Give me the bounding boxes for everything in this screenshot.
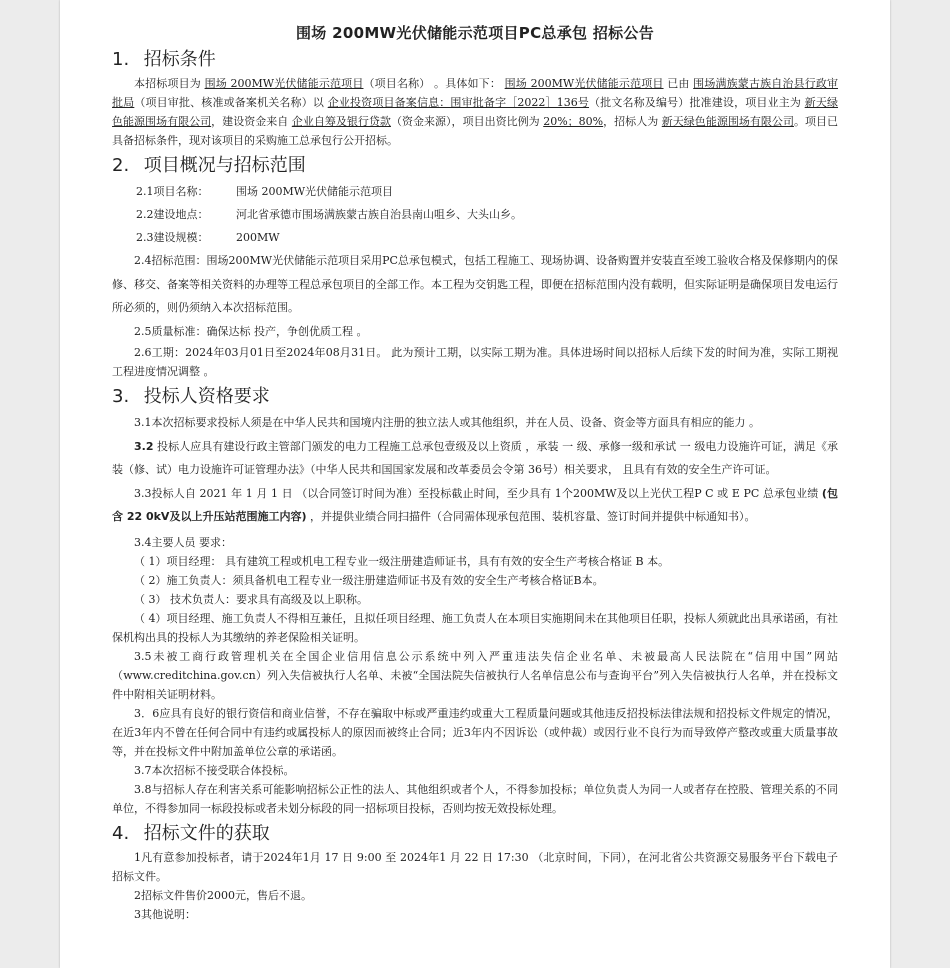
qualification-3-8: 3.8与招标人存在利害关系可能影响招标公正性的法人、其他组织或者个人，不得参加投标；单位负责人为同一人或者存在控股、管理关系的不同单位，不得参加同一标段投标或者未划分标段的同一招标项目投标，否则均按无效投标处理。 xyxy=(112,782,838,815)
section-title: 项目概况与招标范围 xyxy=(143,155,306,176)
section-heading-3 xyxy=(112,385,838,409)
text: ，招标人为 xyxy=(603,115,659,128)
qualification-3-5: 3.5未被工商行政管理机关在全国企业信用信息公示系统中列入严重违法失信企业名单、未被最高人民法院在“信用中国”网站（www.creditchina.gov.cn）列入失信被执行人名单、未被“全国法院失信被执行人名单信息公布与查询平台”列入失信被执行人名单，并在投标文件中附相关证明材料。 xyxy=(112,649,838,701)
field-label: 2.2建设地点： xyxy=(136,208,209,221)
section-title: 招标条件 xyxy=(143,49,216,70)
field-value: 200MW xyxy=(236,231,280,244)
field-label: 2.1项目名称： xyxy=(136,185,209,198)
document-acquisition-2: 2招标文件售价2000元，售后不退。 xyxy=(134,888,312,902)
fund-source: 企业自筹及银行贷款 xyxy=(291,115,391,128)
personnel-requirement-3: （ 3） 技术负责人：要求具有高级及以上职称。 xyxy=(134,592,368,606)
section-heading-1 xyxy=(112,48,838,72)
text: （资金来源），项目出资比例为 xyxy=(390,115,540,128)
tender-scope-paragraph: 2.4招标范围：围场200MW光伏储能示范项目采用PC总承包模式，包括工程施工、现场协调、设备购置并安装直至竣工验收合格及保修期内的保修、移交、备案等相关资料的办理等工程总承包项目的全部工作。本工程为交钥匙工程，即便在招标范围内没有载明，但实际证明是确保项目发电运行所必须的，则仍须纳入本次招标范围。 xyxy=(112,254,838,314)
text: 。项目已具备招标条件，现对该项目的采购施工总承包行公开招标。 xyxy=(112,115,839,147)
qualification-3-3 xyxy=(112,482,838,529)
document-acquisition-1: 1凡有意参加投标者，请于2024年1月 17 日 9:00 至 2024年1 月 22 日 17:30 （北京时间，下同），在河北省公共资源交易服务平台下载电子招标文件。 xyxy=(112,850,838,883)
tenderer: 新天绿色能源围场有限公司 xyxy=(661,115,794,128)
section-number: 2. xyxy=(112,155,130,176)
text: 本招标项目为 xyxy=(134,77,201,90)
project-name-row xyxy=(112,180,838,203)
field-value: 围场 200MW光伏储能示范项目 xyxy=(236,185,394,198)
emphasis: (包含 22 0kV及以上升压站范围施工内容) xyxy=(112,486,838,523)
qualification-3-6: 3．6应具有良好的银行资信和商业信誉，不存在骗取中标或严重违约或重大工程质量问题或其他违反招投标法律法规和招投标文件规定的情况，在近3年内不曾在任何合同中有违约或属投标人的原因而被终止合同；近3年内不因诉讼（或仲裁）或因行业不良行为而导致停产整改或重大质量事故等，并在投标文件中附加盖单位公章的承诺函。 xyxy=(112,706,838,758)
qualification-3-7: 3.7本次招标不接受联合体投标。 xyxy=(134,763,295,777)
page-title: 围场 200MW光伏储能示范项目PC总承包 招标公告 xyxy=(295,24,655,42)
qualification-3-1: 3.1本次招标要求投标人须是在中华人民共和国境内注册的独立法人或其他组织，并在人员、设备、资金等方面具有相应的能力 。 xyxy=(134,416,760,429)
location-row xyxy=(112,203,838,226)
text: （批文名称及编号）批准建设，项目业主为 xyxy=(589,96,802,109)
document-page xyxy=(60,0,890,968)
personnel-requirement-4: （ 4）项目经理、施工负责人不得相互兼任，且拟任项目经理、施工负责人在本项目实施期间未在其他项目任职，投标人须就此出具承诺函，有社保机构出具的投标人为其缴纳的养老保险相关证明。 xyxy=(112,611,838,644)
project-owner: 新天绿色能源围场有限公司 xyxy=(112,96,839,128)
construction-period: 2.6工期：2024年03月01日至2024年08月31日。 此为预计工期，以实际工期为准。具体进场时间以招标人后续下发的时间为准，实际工期视工程进度情况调整 。 xyxy=(112,346,838,378)
field-label: 2.3建设规模： xyxy=(136,231,209,244)
section-title: 投标人资格要求 xyxy=(143,386,270,407)
text: （项目审批、核准或备案机关名称）以 xyxy=(134,96,325,109)
quality-standard: 2.5质量标准：确保达标 投产，争创优质工程 。 xyxy=(134,324,368,338)
text: ，建设资金来自 xyxy=(211,115,289,128)
personnel-requirement-1: （ 1）项目经理： 具有建筑工程或机电工程专业一级注册建造师证书，具有有效的安全生产考核合格证 B 本。 xyxy=(134,554,670,568)
document-content xyxy=(112,22,838,924)
section-number: 1. xyxy=(112,49,130,70)
text: 投标人应具有建设行政主管部门颁发的电力工程施工总承包壹级及以上资质 ，承装 一 级、承修一级和承试 一 级电力设施许可证，满足《承装（修、试）电力设施许可证管理办法》（中华人民共和国国家发展和改革委员会令第 36号）相关要求， 且具有有效的安全生产许可证。 xyxy=(112,439,838,476)
scale-row xyxy=(112,226,838,249)
document-acquisition-3: 3其他说明： xyxy=(134,907,196,921)
qualification-3-4: 3.4主要人员 要求： xyxy=(134,535,232,549)
personnel-requirement-2: （ 2）施工负责人：须具备机电工程专业一级注册建造师证书及有效的安全生产考核合格证B本。 xyxy=(134,573,604,587)
project-name: 围场 200MW光伏储能示范项目 xyxy=(504,77,664,90)
text: 已由 xyxy=(667,77,690,90)
clause-number: 3.2 xyxy=(134,439,154,453)
qualification-3-2 xyxy=(112,435,838,482)
approving-authority: 围场满族蒙古族自治县行政审批局 xyxy=(112,77,839,109)
text: ，并提供业绩合同扫描件（合同需体现承包范围、装机容量、签订时间并提供中标通知书）。 xyxy=(306,510,756,523)
funding-ratio: 20%；80% xyxy=(543,115,604,128)
text: （项目名称） 。具体如下： xyxy=(363,77,501,90)
project-name: 围场 200MW光伏储能示范项目 xyxy=(204,77,364,90)
section-heading-2 xyxy=(112,154,838,178)
section-number: 3. xyxy=(112,386,130,407)
section-heading-4 xyxy=(112,822,838,846)
field-value: 河北省承德市围场满族蒙古族自治县南山咀乡、大头山乡。 xyxy=(236,208,522,221)
section-number: 4. xyxy=(112,822,130,844)
text: 3.3投标人自 2021 年 1 月 1 日 （以合同签订时间为准）至投标截止时间，至少具有 1个200MW及以上光伏工程P C 或 E PC 总承包业绩 xyxy=(134,486,822,500)
section-title: 招标文件的获取 xyxy=(143,822,270,844)
tender-conditions-paragraph xyxy=(112,74,838,150)
record-number: 企业投资项目备案信息：围审批备字［2022］136号 xyxy=(327,96,590,109)
